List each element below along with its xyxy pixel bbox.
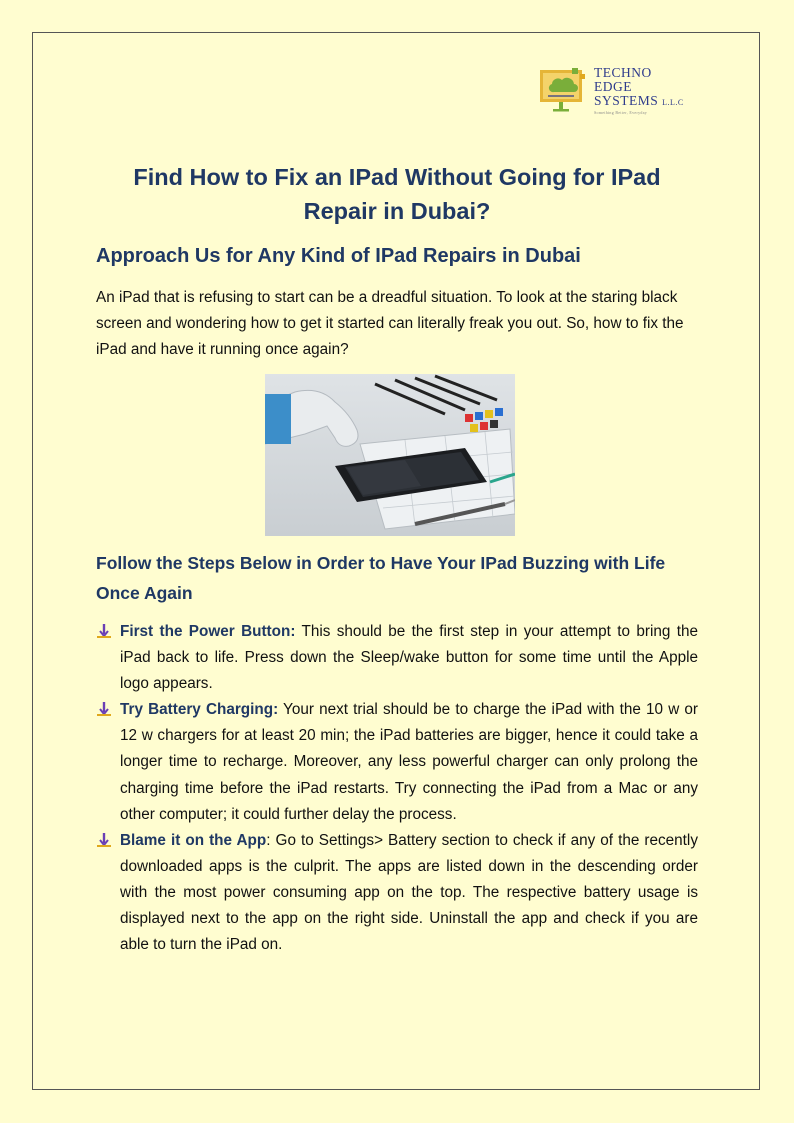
hand-pointer-bullet-icon — [96, 701, 112, 717]
logo-line-2: EDGE — [594, 79, 632, 94]
step-item — [96, 828, 698, 958]
step-title: Blame it on the App — [120, 831, 267, 849]
steps-list — [96, 619, 698, 958]
company-logo — [538, 66, 708, 114]
logo-mark-icon — [538, 66, 590, 114]
logo-tagline: Something Better, Everyday — [594, 110, 648, 115]
step-title: First the Power Button: — [120, 623, 296, 640]
hand-pointer-bullet-icon — [96, 832, 112, 848]
step-text: Your next trial should be to charge the iPad with the 10 w or 12 w chargers for at least 20 min; the iPad batteries are bigger, hence it could take a longer time to recharge. Moreover, any less powerful charger can only prolong the charging time before the iPad restarts. Try connecting the iPad from a Mac or any other computer; it could further delay the process. — [120, 701, 698, 823]
section-heading: Approach Us for Any Kind of IPad Repairs in Dubai — [96, 245, 581, 267]
logo-line-1: TECHNO — [594, 65, 652, 80]
hand-pointer-bullet-icon — [96, 623, 112, 639]
step-item — [96, 619, 698, 697]
step-title: Try Battery Charging: — [120, 701, 279, 719]
step-text: This should be the first step in your attempt to bring the iPad back to life. Press down the Sleep/wake button for some time until the Apple logo appears. — [120, 623, 698, 693]
page-title: Find How to Fix an IPad Without Going for IPad Repair in Dubai? — [133, 164, 661, 224]
ipad-repair-photo — [265, 374, 515, 536]
logo-suffix: L.L.C — [662, 98, 684, 107]
steps-heading: Follow the Steps Below in Order to Have Your IPad Buzzing with Life Once Again — [96, 553, 666, 603]
intro-paragraph: An iPad that is refusing to start can be a dreadful situation. To look at the staring black screen and wondering how to get it started can literally freak you out. So, how to fix the iPad and have it running once again? — [96, 289, 684, 358]
logo-line-3: SYSTEMS — [594, 93, 659, 108]
step-text: : Go to Settings> Battery section to check if any of the recently downloaded apps is the culprit. The apps are listed down in the descending order with the most power consuming app on the top. The respective battery usage is displayed next to the app on the right side. Uninstall the app and check if you are able to turn the iPad on. — [120, 831, 698, 954]
step-item — [96, 697, 698, 827]
